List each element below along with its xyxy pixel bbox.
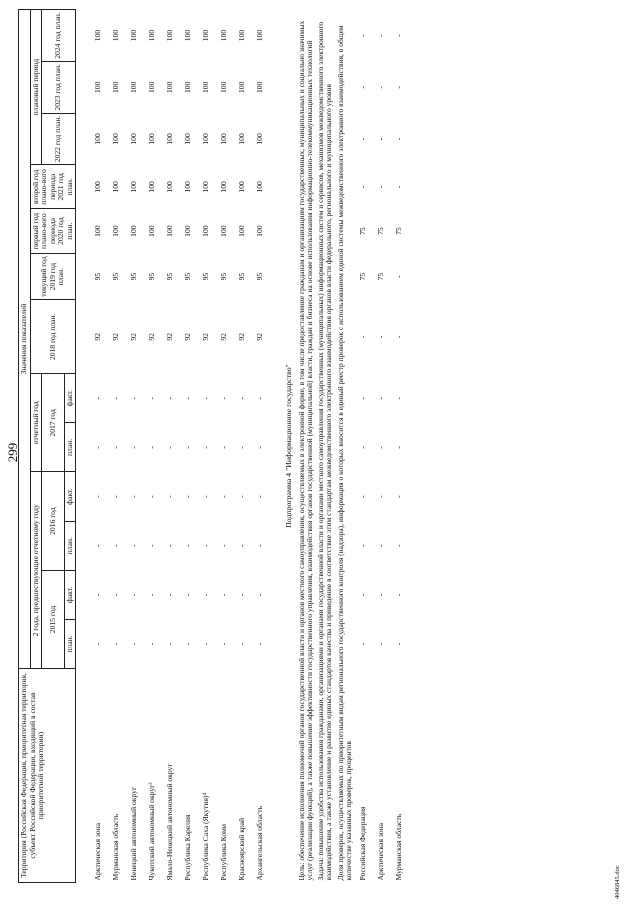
row-value: 100: [147, 181, 156, 193]
row-value: -: [165, 593, 174, 597]
row-value: -: [147, 397, 156, 400]
row-value: 100: [219, 181, 228, 193]
row-value: -: [129, 642, 138, 646]
row-value: 100: [255, 29, 264, 42]
row-value: -: [358, 185, 368, 189]
row-value: -: [394, 446, 404, 449]
row-value: -: [201, 642, 210, 646]
row-value: -: [93, 397, 102, 400]
row-value: 95: [93, 272, 102, 281]
row-value: 100: [165, 133, 174, 145]
row-territory: Арктическая зона: [93, 822, 102, 881]
row-value: 100: [219, 133, 228, 145]
table-row: [377, 10, 395, 883]
row-value: 100: [237, 29, 246, 42]
row-territory: Мурманская область: [394, 813, 404, 881]
row-value: 95: [129, 272, 138, 281]
row-value: 100: [129, 225, 138, 237]
row-value: -: [111, 544, 120, 547]
row-value: 100: [147, 29, 156, 42]
header-fact: факт.: [64, 374, 76, 423]
row-value: -: [376, 642, 386, 646]
row-value: 100: [183, 181, 192, 193]
row-value: -: [394, 495, 404, 498]
subprogram-title: Подпрограмма 4 "Информационное государство": [284, 364, 294, 528]
row-value: 95: [183, 272, 192, 281]
row-territory: Мурманская область: [111, 813, 120, 881]
row-value: 100: [93, 29, 102, 42]
row-value: 100: [183, 225, 192, 237]
row-value: 100: [255, 133, 264, 145]
header-2016: 2016 год: [42, 472, 65, 570]
row-value: 100: [165, 29, 174, 42]
row-value: -: [358, 34, 368, 37]
header-second-plan-year: второй год плано-вого периода 2021 год план.: [30, 165, 76, 209]
row-value: 100: [147, 81, 156, 93]
header-plan-period: плановый период: [30, 10, 42, 165]
row-value: -: [129, 593, 138, 597]
subprogram-section: [274, 10, 353, 883]
row-value: -: [129, 397, 138, 400]
row-value: 100: [111, 181, 120, 193]
header-fact: факт.: [64, 570, 76, 619]
table-row: [220, 10, 238, 883]
row-value: -: [376, 137, 386, 141]
row-value: -: [147, 544, 156, 547]
header-first-plan-year: первый год плано-вого периода 2020 год план.: [30, 209, 76, 253]
row-value: -: [376, 34, 386, 37]
table-row: [256, 10, 274, 883]
row-value: 92: [255, 333, 264, 341]
row-value: -: [147, 593, 156, 597]
row-value: 100: [183, 29, 192, 42]
row-value: -: [201, 593, 210, 597]
row-value: -: [183, 495, 192, 498]
row-value: -: [93, 446, 102, 449]
row-territory: Республика Саха (Якутия)⁴: [201, 792, 210, 881]
row-value: 92: [147, 333, 156, 341]
row-value: -: [358, 335, 368, 339]
row-value: 100: [111, 133, 120, 145]
row-territory: Архангельская область: [255, 805, 264, 881]
row-value: -: [394, 86, 404, 89]
header-2018: 2018 год план.: [30, 300, 76, 374]
row-territory: Республика Коми: [219, 824, 228, 881]
row-value: 100: [201, 81, 210, 93]
row-value: 95: [219, 272, 228, 281]
row-value: 100: [201, 133, 210, 145]
row-value: 100: [219, 225, 228, 237]
row-value: -: [358, 544, 368, 547]
row-value: 100: [219, 81, 228, 93]
row-value: 100: [183, 133, 192, 145]
indicator-text: Доля проверок, осуществляемых по приоритетным видам регионального государственного контроля (надзора), информация о которых вносится в единый реестр проверок с использованием единой системы межведомственного электронного взаимодействия, в общем количестве указанных проверок, процентов: [335, 25, 353, 881]
row-value: -: [93, 642, 102, 646]
row-value: -: [165, 446, 174, 449]
header-indicator-values: Значения показателей: [19, 10, 31, 669]
header-plan: план.: [64, 619, 76, 668]
row-value: 100: [129, 181, 138, 193]
indicator-row: [334, 10, 354, 883]
row-value: -: [111, 593, 120, 597]
row-value: 100: [237, 181, 246, 193]
row-value: -: [394, 544, 404, 547]
row-value: -: [255, 495, 264, 498]
row-value: -: [219, 544, 228, 547]
row-value: -: [376, 335, 386, 339]
row-value: -: [255, 593, 264, 597]
row-value: 92: [129, 333, 138, 341]
header-two-years-prior: 2 года, предшествующие отчетному году: [30, 472, 42, 669]
row-value: -: [394, 642, 404, 646]
table-row: [184, 10, 202, 883]
row-value: -: [147, 446, 156, 449]
goal-text: Цель: обеспечение исполнения полномочий органов государственной власти и органов местного самоуправления, осуществляемых в электронной форме, в том числе предоставление гражданам и организациям государственных, муниципальных и социально значимых услуг (реализации функций), а также повышение эффективности государственного управления, взаимодействия органов государственной (муниципальной) власти, граждан и бизнеса на основе использования информационно-телекоммуникационных технологий: [297, 20, 315, 881]
page-number: 299: [5, 442, 20, 463]
row-value: -: [201, 446, 210, 449]
row-value: 100: [147, 225, 156, 237]
row-value: -: [394, 593, 404, 597]
row-value: 100: [255, 181, 264, 193]
row-value: -: [237, 495, 246, 498]
row-value: -: [219, 446, 228, 449]
row-value: 75: [376, 272, 386, 281]
row-territory: Российская Федерация: [358, 806, 368, 881]
row-value: -: [358, 397, 368, 400]
row-value: 100: [111, 81, 120, 93]
row-value: -: [237, 544, 246, 547]
row-value: 75: [358, 227, 368, 235]
row-value: 100: [237, 225, 246, 237]
row-value: 100: [219, 29, 228, 42]
row-value: 100: [93, 133, 102, 145]
row-value: -: [358, 495, 368, 498]
row-value: -: [237, 642, 246, 646]
row-value: -: [165, 544, 174, 547]
row-value: -: [219, 495, 228, 498]
row-territory: Красноярский край: [237, 817, 246, 881]
row-value: 100: [147, 133, 156, 145]
row-value: 75: [358, 272, 368, 281]
row-value: -: [183, 544, 192, 547]
row-value: 75: [394, 227, 404, 235]
row-value: 100: [129, 29, 138, 42]
header-territory: Территория (Российская Федерация, приоритетная территория, субъект Российской Федерации, входящий в состав приоритетной территории): [19, 669, 76, 883]
row-value: -: [358, 642, 368, 646]
row-value: 95: [165, 272, 174, 281]
row-value: -: [255, 544, 264, 547]
header-2017: 2017 год: [42, 374, 65, 472]
row-value: -: [201, 495, 210, 498]
row-value: -: [219, 593, 228, 597]
row-value: -: [219, 397, 228, 400]
row-value: 92: [93, 333, 102, 341]
row-value: -: [394, 185, 404, 189]
row-value: 100: [201, 29, 210, 42]
row-value: 100: [201, 225, 210, 237]
row-value: -: [255, 642, 264, 646]
table-row: [202, 10, 220, 883]
row-value: 100: [111, 225, 120, 237]
row-value: 95: [111, 272, 120, 281]
row-value: -: [376, 86, 386, 89]
row-value: -: [201, 544, 210, 547]
row-value: -: [255, 446, 264, 449]
row-territory: Ямало-Ненецкий автономный округ: [165, 763, 174, 881]
row-value: 92: [219, 333, 228, 341]
row-value: -: [93, 495, 102, 498]
row-value: -: [183, 397, 192, 400]
row-value: 100: [165, 225, 174, 237]
row-value: 92: [237, 333, 246, 341]
row-value: 95: [255, 272, 264, 281]
row-value: 95: [237, 272, 246, 281]
row-value: -: [111, 446, 120, 449]
row-value: 100: [237, 81, 246, 93]
row-value: -: [358, 446, 368, 449]
row-value: -: [376, 593, 386, 597]
table-row: [112, 10, 130, 883]
row-value: 100: [237, 133, 246, 145]
row-value: 100: [129, 133, 138, 145]
row-value: -: [358, 86, 368, 89]
row-value: 100: [129, 81, 138, 93]
row-value: 100: [183, 81, 192, 93]
row-value: -: [111, 397, 120, 400]
header-current-year: текущий год 2019 год план.: [30, 253, 76, 300]
row-value: -: [394, 34, 404, 37]
row-value: 100: [255, 81, 264, 93]
row-value: -: [394, 397, 404, 400]
row-value: -: [93, 593, 102, 597]
row-value: -: [219, 642, 228, 646]
row-value: -: [376, 495, 386, 498]
row-value: -: [183, 642, 192, 646]
row-value: 95: [147, 272, 156, 281]
row-value: -: [376, 397, 386, 400]
header-report-year: отчетный год: [30, 374, 42, 472]
row-value: 100: [111, 29, 120, 42]
header-plan: план.: [64, 423, 76, 472]
table-row: [395, 10, 413, 883]
table-row: [238, 10, 256, 883]
row-value: -: [394, 137, 404, 141]
table-body-2: [353, 10, 413, 883]
row-value: -: [255, 397, 264, 400]
row-value: -: [358, 593, 368, 597]
goal-row: [294, 10, 315, 883]
row-value: -: [376, 446, 386, 449]
row-value: 100: [93, 225, 102, 237]
table-row: [359, 10, 377, 883]
header-2024: 2024 год план.: [42, 10, 76, 62]
row-value: 100: [93, 81, 102, 93]
row-territory: Арктическая зона: [376, 822, 386, 881]
row-value: 100: [93, 181, 102, 193]
table-row: [148, 10, 166, 883]
row-value: -: [147, 495, 156, 498]
task-text: Задача: повышение удобства использования гражданами, организациями и органами государственной власти и органами местного самоуправления государственных (муниципальных) информационных систем и сервисов, механизмов межведомственного электронного взаимодействия, а также установление и развитие единых стандартов качества и приведение в соответствие этим стандартам межведомственного электронного взаимодействия органов власти федерального, регионального и муниципального уровня: [315, 21, 334, 881]
table-row: [166, 10, 184, 883]
indicator-table: [18, 9, 413, 883]
row-value: -: [376, 544, 386, 547]
row-value: -: [376, 185, 386, 189]
subprogram-title-row: [274, 10, 294, 883]
row-value: -: [201, 397, 210, 400]
row-value: -: [394, 335, 404, 339]
table-row: [94, 10, 112, 883]
row-value: -: [183, 593, 192, 597]
row-value: -: [129, 446, 138, 449]
task-row: [315, 10, 334, 883]
row-value: -: [147, 642, 156, 646]
row-territory: Ненецкий автономный округ: [129, 786, 138, 881]
row-value: -: [237, 446, 246, 449]
row-value: -: [358, 137, 368, 141]
row-value: 100: [165, 81, 174, 93]
header-2022: 2022 год план.: [42, 113, 76, 165]
row-value: 92: [183, 333, 192, 341]
table-row: [130, 10, 148, 883]
table-header: [19, 10, 76, 883]
row-territory: Республика Карелия: [183, 814, 192, 881]
row-value: 100: [201, 181, 210, 193]
row-value: -: [111, 642, 120, 646]
table-body: [76, 10, 275, 883]
row-value: -: [237, 593, 246, 597]
row-value: 95: [201, 272, 210, 281]
row-value: -: [111, 495, 120, 498]
header-2015: 2015 год: [42, 570, 65, 668]
row-value: 92: [165, 333, 174, 341]
row-value: -: [165, 642, 174, 646]
row-value: -: [129, 495, 138, 498]
row-value: -: [165, 495, 174, 498]
spacer-row: [76, 10, 95, 883]
row-value: -: [129, 544, 138, 547]
row-value: -: [237, 397, 246, 400]
row-value: 75: [376, 227, 386, 235]
row-value: -: [183, 446, 192, 449]
row-value: 100: [255, 225, 264, 237]
row-value: 92: [201, 333, 210, 341]
header-plan: план.: [64, 521, 76, 570]
row-value: 100: [165, 181, 174, 193]
header-2023: 2023 год план.: [42, 61, 76, 113]
header-fact: факт.: [64, 472, 76, 521]
file-name: 4046845.doc: [614, 865, 621, 899]
row-value: -: [165, 397, 174, 400]
row-value: -: [394, 275, 404, 278]
row-value: 92: [111, 333, 120, 341]
row-value: -: [93, 544, 102, 547]
row-territory: Чукотский автономный округ³: [147, 782, 156, 881]
